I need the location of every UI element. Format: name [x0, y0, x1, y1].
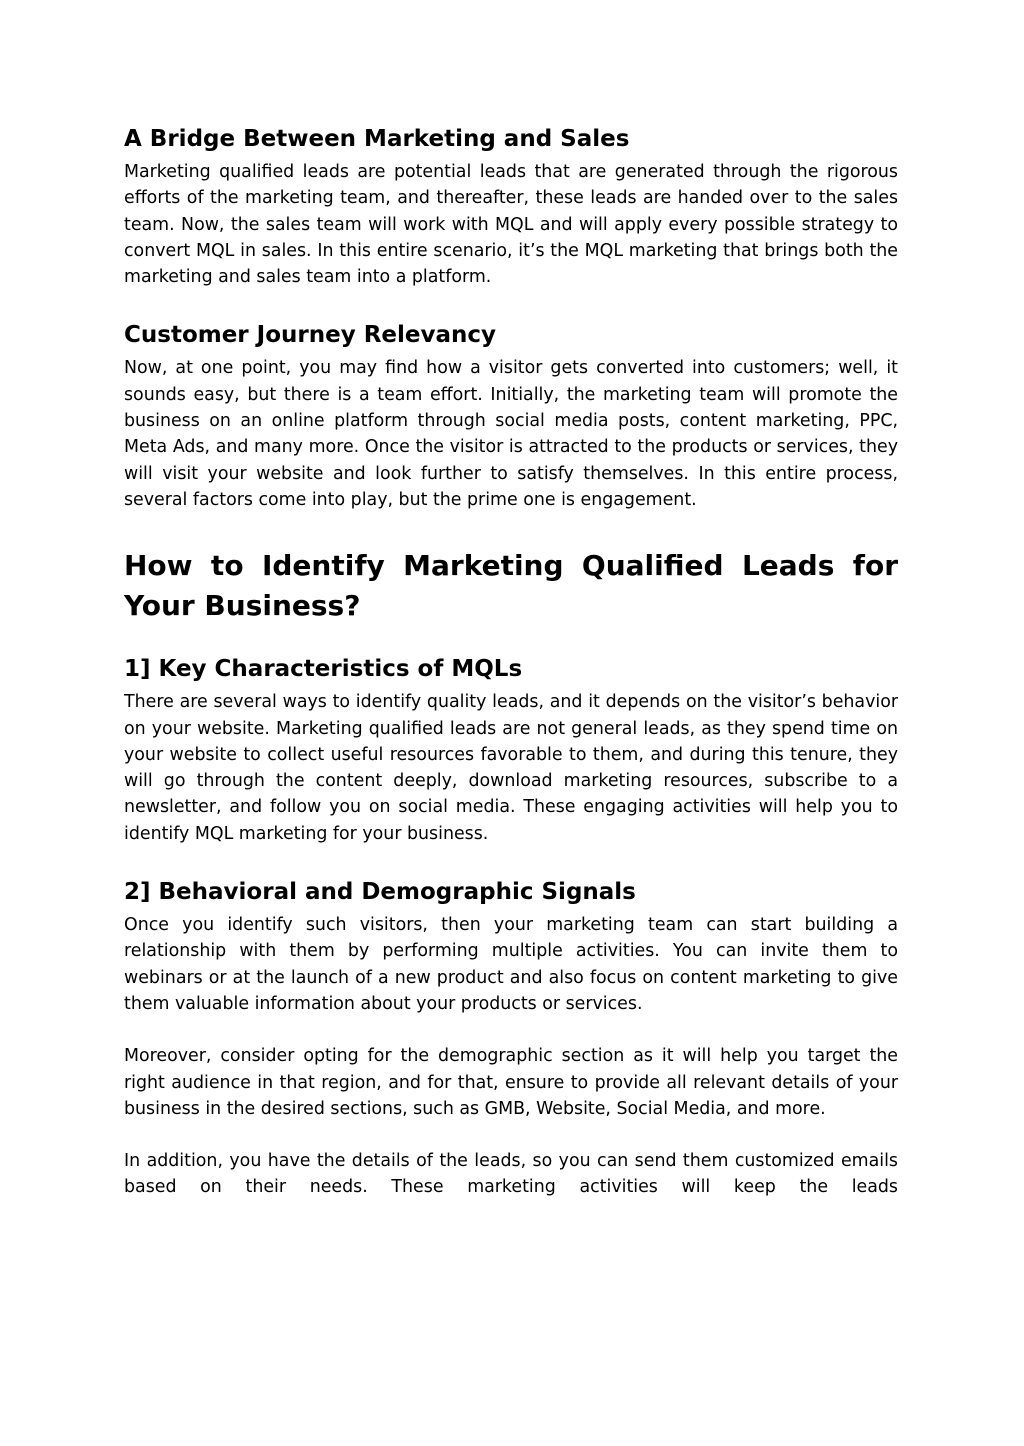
heading-identify: How to Identify Marketing Qualified Leads for Your Business? [124, 549, 898, 623]
heading-characteristics: 1] Key Characteristics of MQLs [124, 656, 523, 683]
heading-bridge: A Bridge Between Marketing and Sales [124, 126, 630, 152]
heading-journey: Customer Journey Relevancy [124, 322, 497, 349]
paragraph-characteristics: There are several ways to identify quality leads, and it depends on the visitor’s behavior on your website. Marketing qualified leads are not general leads, as they spend time on your website to collect useful resources favorable to them, and during this tenure, they will go through the content deeply, download marketing resources, subscribe to a newsletter, and follow you on social media. These engaging activities will help you to identify MQL marketing for your business. [124, 692, 898, 844]
document-page [124, 122, 898, 1201]
heading-signals: 2] Behavioral and Demographic Signals [124, 879, 636, 906]
paragraph-signals-3: In addition, you have the details of the leads, so you can send them customized emails based on their needs. These marketing activities will keep the leads [124, 1151, 898, 1198]
paragraph-signals-1: Once you identify such visitors, then your marketing team can start building a relationship with them by performing multiple activities. You can invite them to webinars or at the launch of a new product and also focus on content marketing to give them valuable information about your products or services. [124, 915, 898, 1014]
paragraph-signals-2: Moreover, consider opting for the demographic section as it will help you target the right audience in that region, and for that, ensure to provide all relevant details of your business in the desired sections, such as GMB, Website, Social Media, and more. [124, 1046, 898, 1119]
paragraph-bridge: Marketing qualified leads are potential leads that are generated through the rigorous efforts of the marketing team, and thereafter, these leads are handed over to the sales team. Now, the sales team will work with MQL and will apply every possible strategy to convert MQL in sales. In this entire scenario, it’s the MQL marketing that brings both the marketing and sales team into a platform. [124, 162, 898, 288]
paragraph-journey: Now, at one point, you may find how a visitor gets converted into customers; well, it sounds easy, but there is a team effort. Initially, the marketing team will promote the business on an online platform through social media posts, content marketing, PPC, Meta Ads, and many more. Once the visitor is attracted to the products or services, they will visit your website and look further to satisfy themselves. In this entire process, several factors come into play, but the prime one is engagement. [124, 358, 898, 510]
